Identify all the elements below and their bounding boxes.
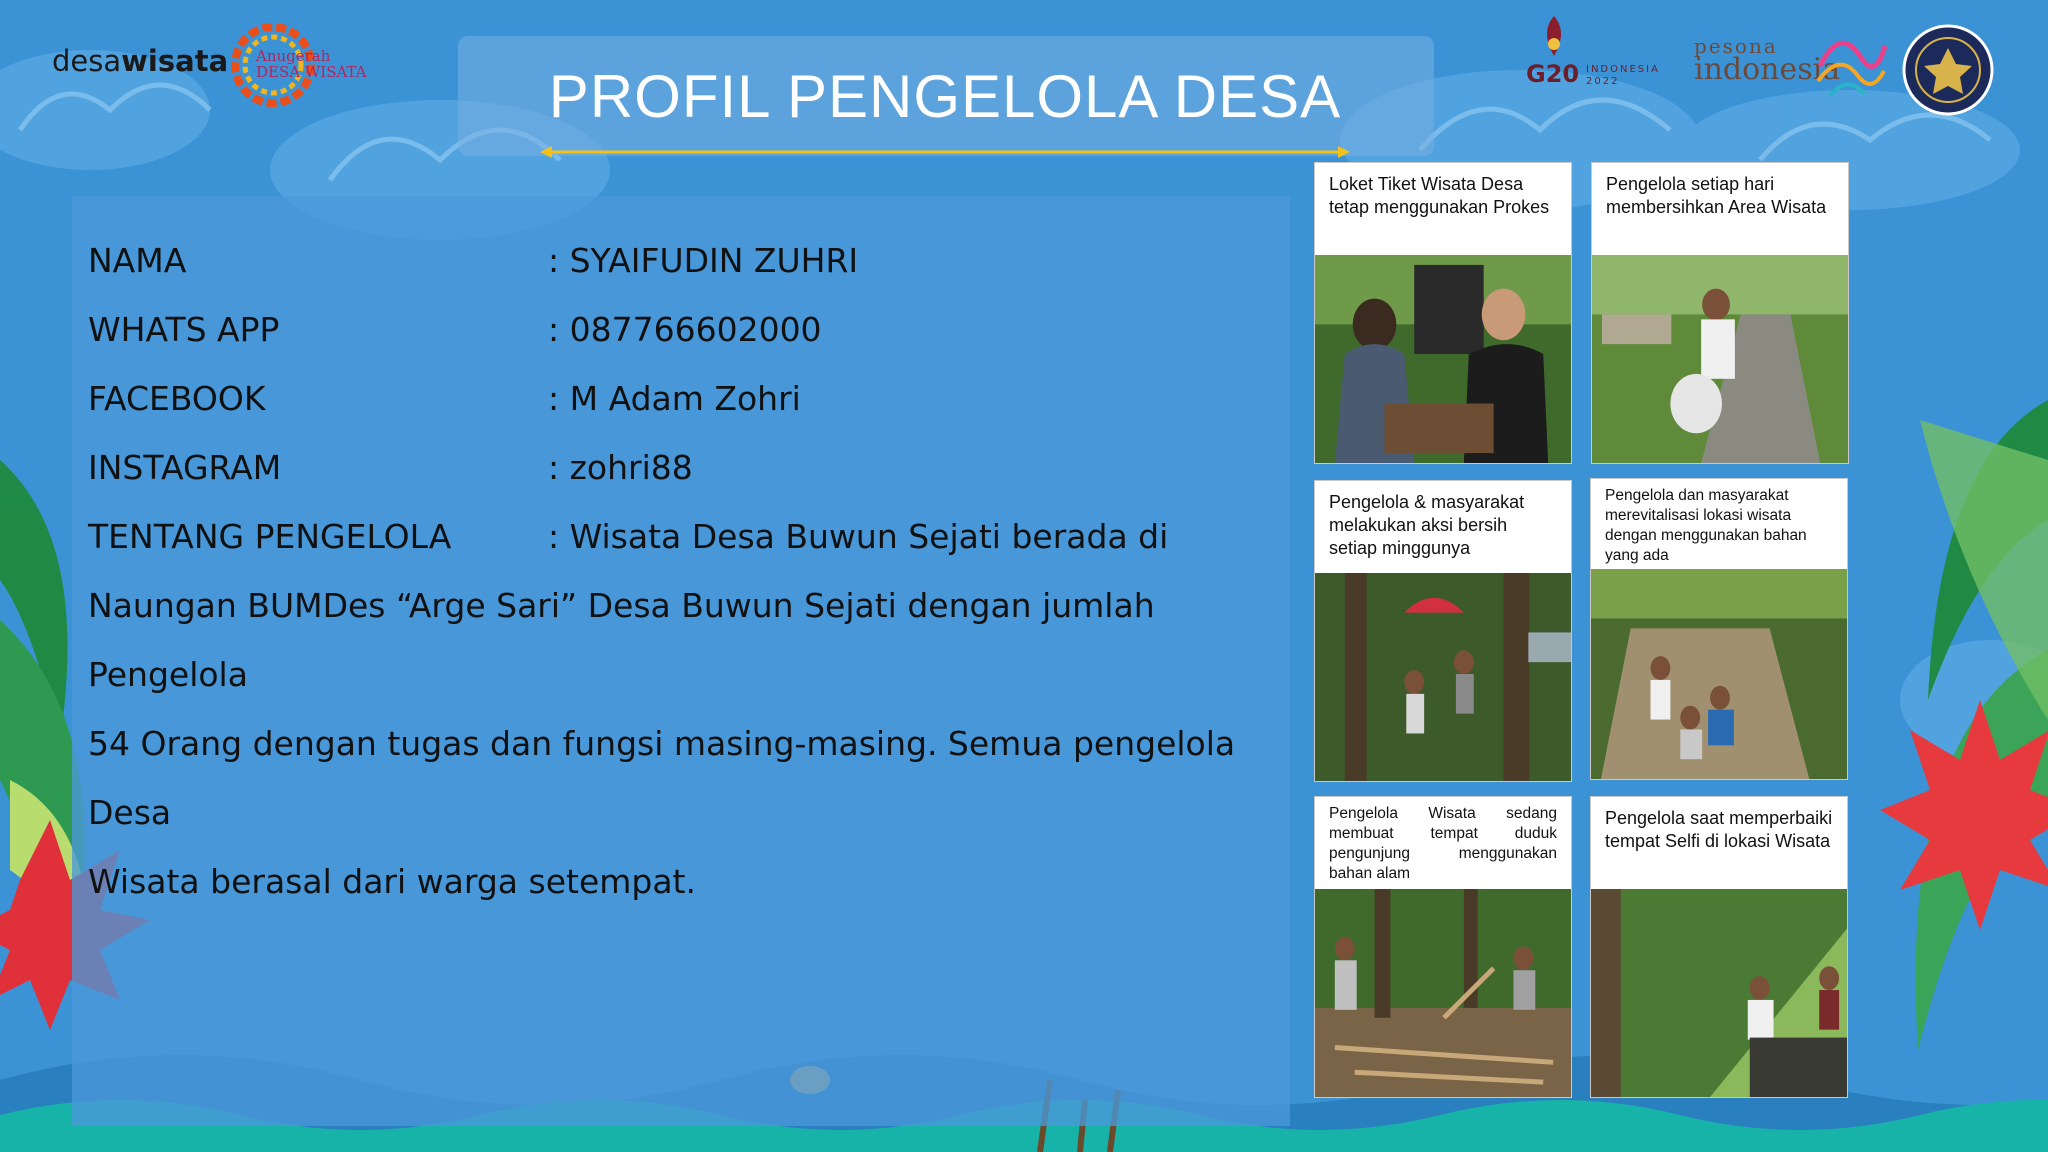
photo-card-repair-selfie <box>1590 796 1848 1098</box>
photo-card-weekly-cleanup <box>1314 480 1572 782</box>
info-row-whatsapp <box>88 295 1288 364</box>
photo-caption: Loket Tiket Wisata Desa tetap menggunakan Prokes <box>1315 163 1571 255</box>
photo-weekly-cleanup <box>1315 573 1571 781</box>
info-continuation-line: 54 Orang dengan tugas dan fungsi masing-masing. Semua pengelola Desa <box>88 724 1236 832</box>
info-value: : Wisata Desa Buwun Sejati berada di <box>548 517 1169 556</box>
photo-caption: Pengelola setiap hari membersihkan Area Wisata <box>1592 163 1848 255</box>
profile-info <box>88 226 1288 916</box>
photo-card-ticket <box>1314 162 1572 464</box>
anugerah-line2: DESA WISATA <box>256 63 367 81</box>
info-label: NAMA <box>88 241 187 280</box>
info-value: : zohri88 <box>548 448 693 487</box>
photo-repair-selfie-spot <box>1591 889 1847 1097</box>
info-row-nama <box>88 226 1288 295</box>
info-row-tentang <box>88 502 1288 571</box>
desa-wisata-logo-light: desa <box>52 44 122 78</box>
page-title: PROFIL PENGELOLA DESA <box>548 63 1342 130</box>
info-value: : M Adam Zohri <box>548 379 801 418</box>
g20-sub1: INDONESIA <box>1586 64 1660 75</box>
info-continuation-line: Naungan BUMDes “Arge Sari” Desa Buwun Sejati dengan jumlah Pengelola <box>88 586 1155 694</box>
photo-caption: Pengelola saat memperbaiki tempat Selfi di lokasi Wisata <box>1591 797 1847 889</box>
title-underline-arrow <box>540 144 1350 160</box>
photo-caption: Pengelola dan masyarakat merevitalisasi lokasi wisata dengan menggunakan bahan yang ada <box>1591 479 1847 569</box>
photo-caption: Pengelola & masyarakat melakukan aksi bersih setiap minggunya <box>1315 481 1571 573</box>
info-label: INSTAGRAM <box>88 448 282 487</box>
photo-cleaning-stairs <box>1592 255 1848 463</box>
photo-card-making-seats <box>1314 796 1572 1098</box>
photo-revitalization <box>1591 569 1847 779</box>
info-label: TENTANG PENGELOLA <box>88 517 452 556</box>
info-value: : 087766602000 <box>548 310 822 349</box>
photo-card-cleaning <box>1591 162 1849 464</box>
info-value: : SYAIFUDIN ZUHRI <box>548 241 859 280</box>
photo-caption: Pengelola Wisata sedang membuat tempat duduk pengunjung menggunakan bahan alam <box>1315 797 1571 889</box>
g20-text: G20 <box>1526 60 1580 88</box>
anugerah-line1: Anugerah <box>256 47 331 65</box>
photo-card-revitalization <box>1590 478 1848 780</box>
info-label: WHATS APP <box>88 310 280 349</box>
info-row-facebook <box>88 364 1288 433</box>
photo-ticket-counter <box>1315 255 1571 463</box>
pesona-small-text: pesona <box>1694 34 1778 58</box>
g20-sub2: 2022 <box>1586 76 1620 87</box>
info-continuation-line: Wisata berasal dari warga setempat. <box>88 862 696 901</box>
info-label: FACEBOOK <box>88 379 266 418</box>
photo-making-seats <box>1315 889 1571 1097</box>
info-row-instagram <box>88 433 1288 502</box>
ministry-seal-icon <box>1900 22 1996 118</box>
desa-wisata-logo-bold: wisata <box>121 44 229 78</box>
pesona-indonesia-text: indonesia <box>1694 52 1841 87</box>
